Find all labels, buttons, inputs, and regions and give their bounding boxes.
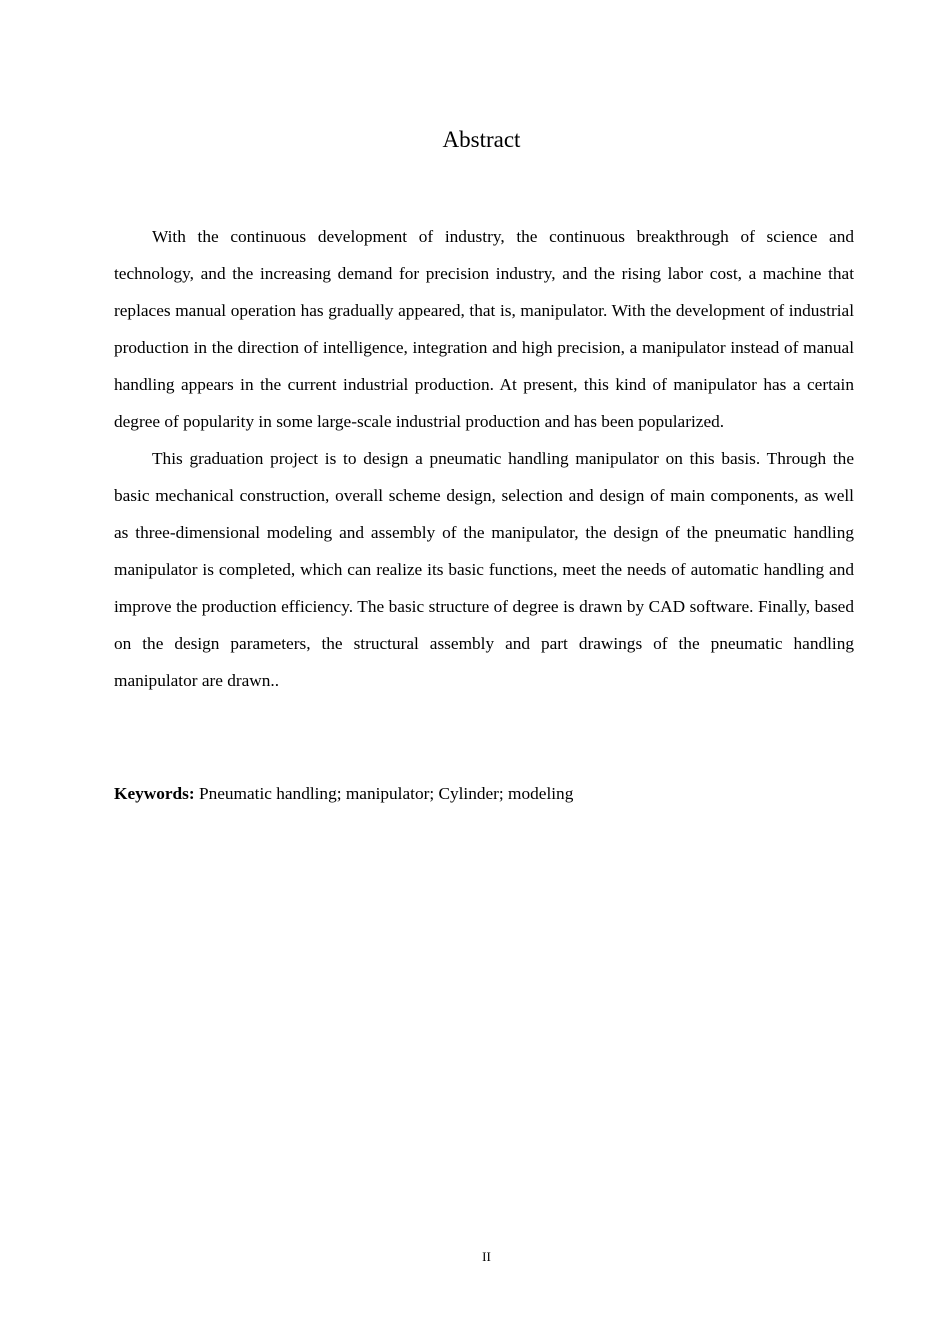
keywords-text: Pneumatic handling; manipulator; Cylinder; modeling	[198, 784, 574, 803]
abstract-body	[114, 218, 854, 699]
abstract-title: Abstract	[442, 127, 521, 152]
page-number: II	[482, 1249, 491, 1264]
abstract-paragraph-2: This graduation project is to design a pneumatic handling manipulator on this basis. Through the basic mechanical construction, overall scheme design, selection and design of main components, as well as three-dimensional modeling and assembly of the manipulator, the design of the pneumatic handling manipulator is completed, which can realize its basic functions, meet the needs of automatic handling and improve the production efficiency. The basic structure of degree is drawn by CAD software. Finally, based on the design parameters, the structural assembly and part drawings of the pneumatic handling manipulator are drawn..	[114, 449, 854, 690]
abstract-paragraph-1: With the continuous development of industry, the continuous breakthrough of science and technology, and the increasing demand for precision industry, and the rising labor cost, a machine that replaces manual operation has gradually appeared, that is, manipulator. With the development of industrial production in the direction of intelligence, integration and high precision, a manipulator instead of manual handling appears in the current industrial production. At present, this kind of manipulator has a certain degree of popularity in some large-scale industrial production and has been popularized.	[114, 227, 854, 431]
keywords-line	[114, 776, 854, 812]
keywords-label: Keywords:	[114, 784, 195, 803]
